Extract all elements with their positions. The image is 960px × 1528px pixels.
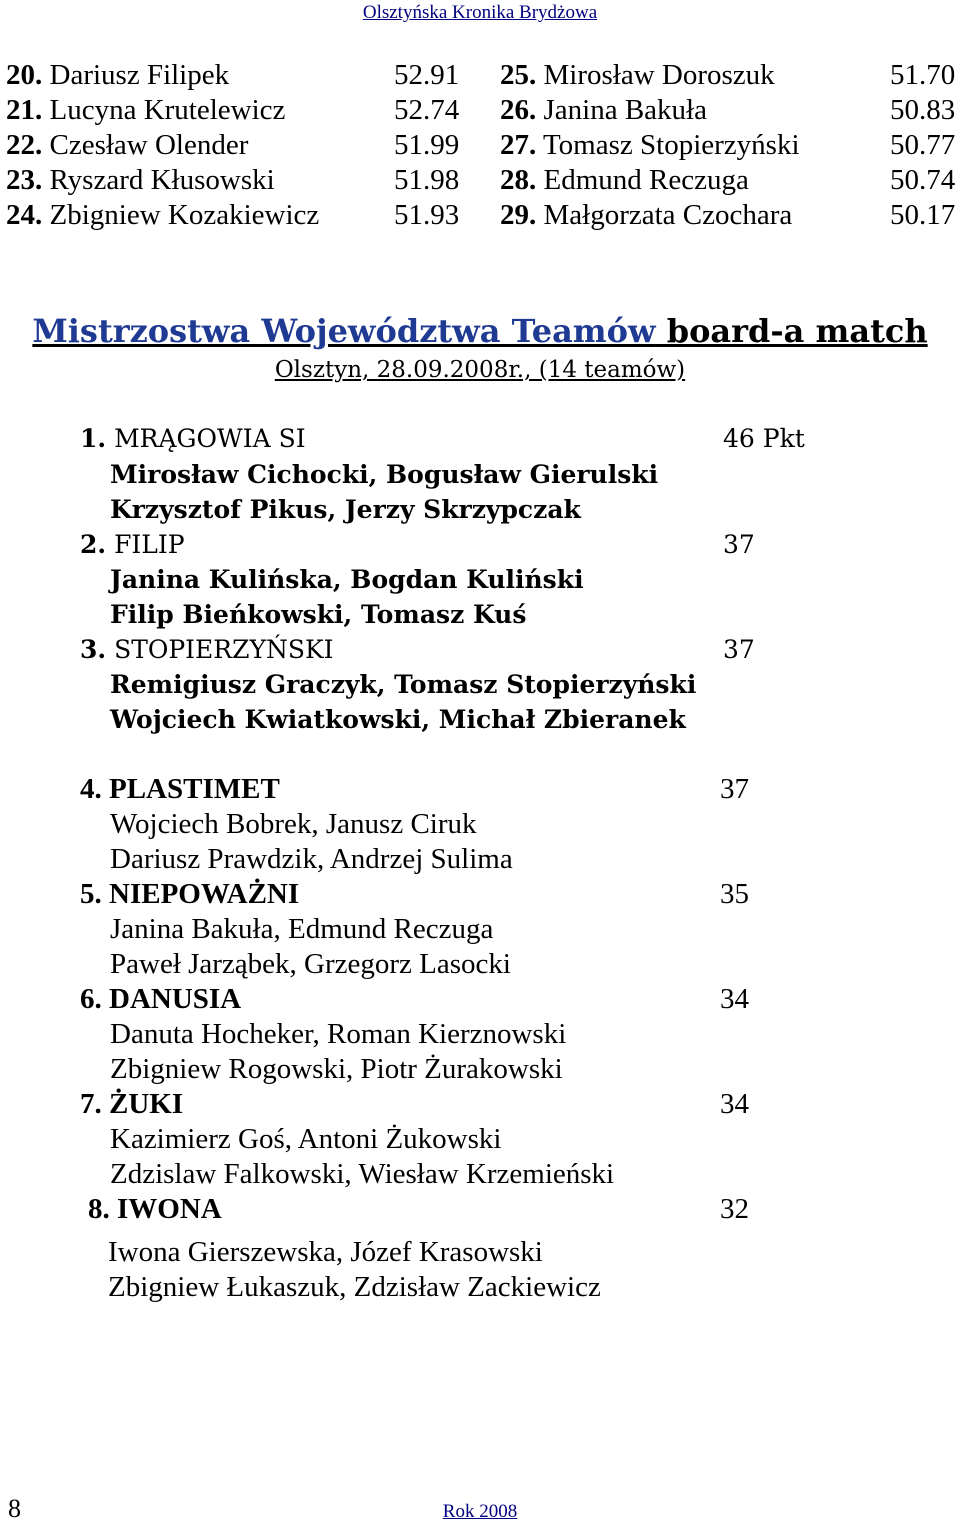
team-members: Kazimierz Goś, Antoni Żukowski bbox=[110, 1123, 502, 1155]
team-members: Filip Bieńkowski, Tomasz Kuś bbox=[110, 600, 527, 629]
team-members: Iwona Gierszewska, Józef Krasowski bbox=[108, 1236, 543, 1268]
section-subtitle: Olsztyn, 28.09.2008r., (14 teamów) bbox=[274, 357, 686, 383]
score: 51.99 bbox=[394, 129, 460, 161]
team-members: Wojciech Bobrek, Janusz Ciruk bbox=[110, 808, 477, 840]
page-number: 8 bbox=[8, 1494, 21, 1523]
list-item: 25. Mirosław Doroszuk bbox=[500, 59, 775, 91]
list-item: 26. Janina Bakuła bbox=[500, 94, 707, 126]
score: 50.74 bbox=[890, 164, 956, 196]
list-item: 23. Ryszard Kłusowski bbox=[6, 164, 275, 196]
team-members: Mirosław Cichocki, Bogusław Gierulski bbox=[110, 460, 659, 489]
list-item: 29. Małgorzata Czochara bbox=[500, 199, 793, 231]
team-members: Paweł Jarząbek, Grzegorz Lasocki bbox=[110, 948, 511, 980]
team-title: 5. NIEPOWAŻNI bbox=[80, 878, 300, 910]
section-title-suffix: board-a match bbox=[655, 312, 928, 350]
team-points: 34 bbox=[720, 983, 749, 1015]
team-members: Zbigniew Łukaszuk, Zdzisław Zackiewicz bbox=[108, 1271, 601, 1303]
team-title: 2. FILIP bbox=[80, 530, 185, 559]
list-item: 28. Edmund Reczuga bbox=[500, 164, 749, 196]
team-members: Remigiusz Graczyk, Tomasz Stopierzyński bbox=[110, 670, 697, 699]
team-members: Danuta Hocheker, Roman Kierznowski bbox=[110, 1018, 567, 1050]
score: 50.83 bbox=[890, 94, 956, 126]
team-title: 8. IWONA bbox=[88, 1193, 222, 1225]
team-members: Zdzislaw Falkowski, Wiesław Krzemieński bbox=[110, 1158, 615, 1190]
team-members: Janina Kulińska, Bogdan Kuliński bbox=[110, 565, 584, 594]
score: 52.91 bbox=[394, 59, 460, 91]
team-members: Janina Bakuła, Edmund Reczuga bbox=[110, 913, 494, 945]
list-item: 20. Dariusz Filipek bbox=[6, 59, 230, 91]
footer-year: Rok 2008 bbox=[442, 1501, 518, 1522]
team-title: 3. STOPIERZYŃSKI bbox=[80, 635, 334, 664]
team-title: 1. MRĄGOWIA SI bbox=[80, 424, 306, 453]
team-members: Krzysztof Pikus, Jerzy Skrzypczak bbox=[110, 495, 581, 524]
list-item: 27. Tomasz Stopierzyński bbox=[500, 129, 800, 161]
score: 51.93 bbox=[394, 199, 460, 231]
team-title: 7. ŻUKI bbox=[80, 1088, 184, 1120]
team-members: Wojciech Kwiatkowski, Michał Zbieranek bbox=[110, 705, 686, 734]
team-title: 6. DANUSIA bbox=[80, 983, 242, 1015]
team-points: 34 bbox=[720, 1088, 749, 1120]
team-members: Zbigniew Rogowski, Piotr Żurakowski bbox=[110, 1053, 563, 1085]
list-item: 22. Czesław Olender bbox=[6, 129, 249, 161]
list-item: 24. Zbigniew Kozakiewicz bbox=[6, 199, 320, 231]
score: 51.70 bbox=[890, 59, 956, 91]
team-points: 32 bbox=[720, 1193, 749, 1225]
score: 50.77 bbox=[890, 129, 956, 161]
team-points: 37 bbox=[723, 635, 755, 664]
team-points: 35 bbox=[720, 878, 749, 910]
team-points: 37 bbox=[723, 530, 755, 559]
team-points: 37 bbox=[720, 773, 749, 805]
score: 51.98 bbox=[394, 164, 460, 196]
team-points: 46 Pkt bbox=[723, 424, 805, 453]
team-members: Dariusz Prawdzik, Andrzej Sulima bbox=[110, 843, 513, 875]
section-title-main: Mistrzostwa Województwa Teamów bbox=[32, 312, 656, 350]
team-title: 4. PLASTIMET bbox=[80, 773, 280, 805]
score: 52.74 bbox=[394, 94, 460, 126]
section-title bbox=[0, 310, 960, 352]
page-header: Olsztyńska Kronika Brydżowa bbox=[362, 2, 598, 23]
list-item: 21. Lucyna Krutelewicz bbox=[6, 94, 286, 126]
score: 50.17 bbox=[890, 199, 956, 231]
